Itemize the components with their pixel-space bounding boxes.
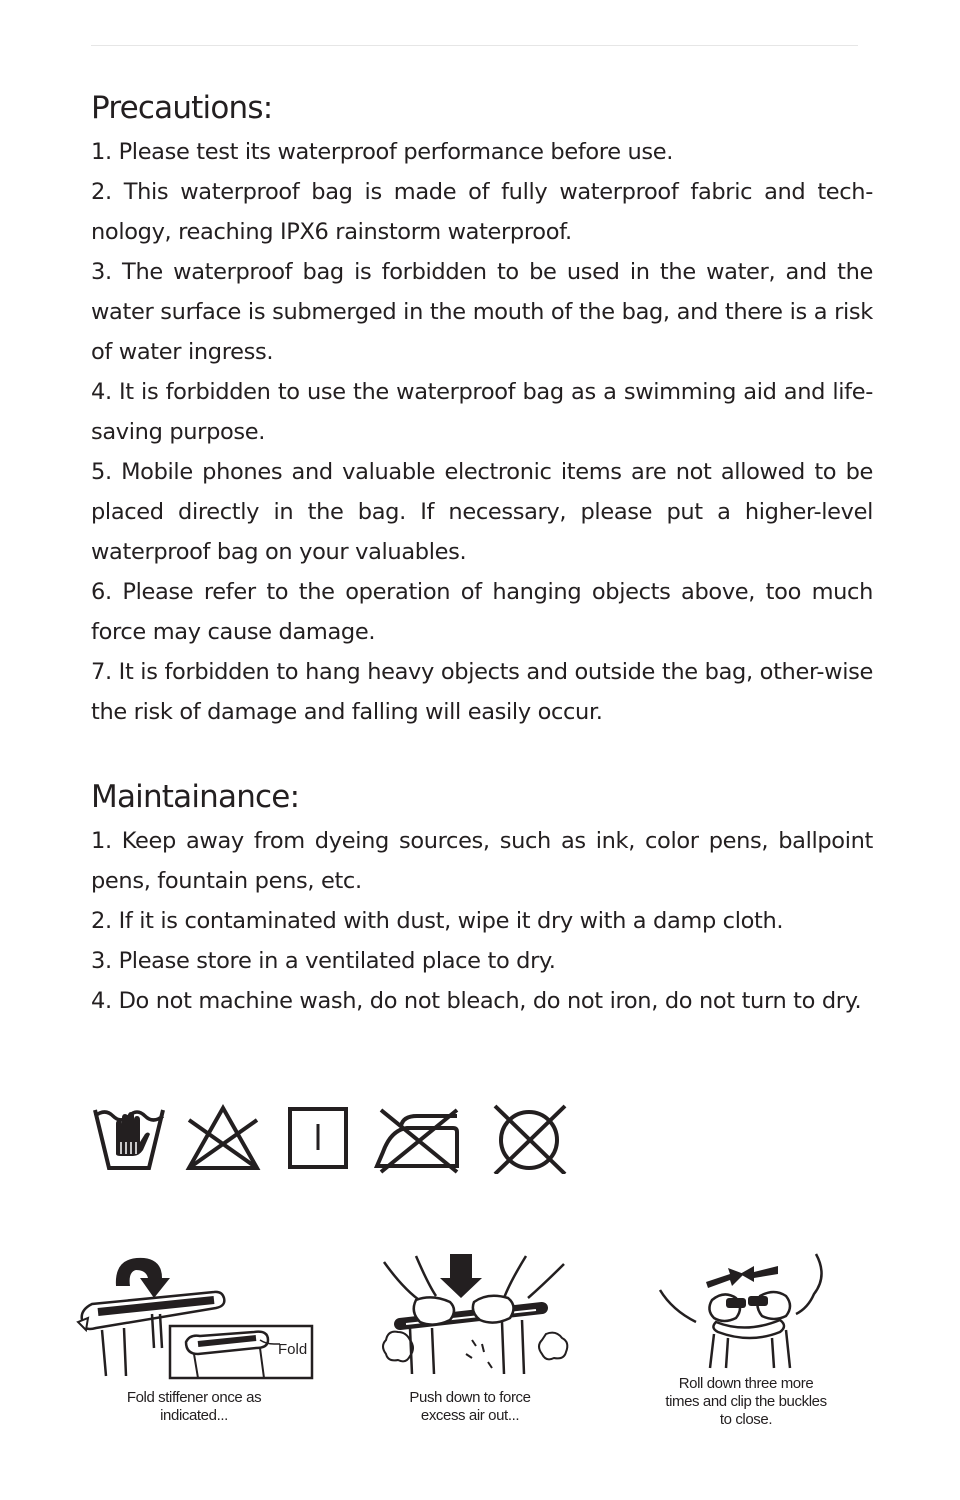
push-air-out-illustration [376,1250,576,1380]
precaution-item: 2. This waterproof bag is made of fully waterproof fabric and tech-nology, reaching IPX6 rainstorm waterproof. [91,179,873,245]
roll-and-clip-illustration [656,1250,836,1370]
caption-line: Roll down three more [678,1375,814,1392]
precaution-item: 1. Please test its waterproof performance before use. [91,139,674,165]
maintenance-item: 3. Please store in a ventilated place to dry. [91,948,556,974]
maintenance-item: 1. Keep away from dyeing sources, such as ink, color pens, ballpoint pens, fountain pens, etc. [91,828,873,894]
do-not-iron-icon [373,1102,463,1174]
fold-stiffener-illustration [74,1248,324,1380]
maintenance-item: 4. Do not machine wash, do not bleach, do not iron, do not turn to dry. [91,988,862,1014]
maintenance-heading: Maintainance: [91,779,300,815]
fold-label: Fold [278,1341,308,1358]
caption-line: indicated... [160,1407,228,1424]
care-symbols-row [91,1102,581,1176]
line-dry-icon [287,1102,351,1174]
caption-line: excess air out... [420,1407,520,1424]
maintenance-item: 2. If it is contaminated with dust, wipe it dry with a damp cloth. [91,908,784,934]
precautions-section [91,88,873,732]
precaution-item: 3. The waterproof bag is forbidden to be used in the water, and the water surface is submerged in the mouth of the bag, and there is a risk of water ingress. [91,259,873,365]
maintenance-section [91,777,873,1021]
precautions-heading: Precautions: [91,90,273,126]
step-1-caption [74,1389,314,1425]
caption-line: to close. [719,1411,773,1428]
precaution-item: 4. It is forbidden to use the waterproof bag as a swimming aid and life-saving purpose. [91,379,873,445]
precautions-list [91,132,873,732]
caption-line: times and clip the buckles [665,1393,827,1410]
do-not-tumble-dry-icon [489,1102,569,1174]
caption-line: Push down to force [409,1389,531,1406]
maintenance-list [91,821,873,1021]
step-2-caption [350,1389,590,1425]
step-3-caption [632,1375,860,1429]
do-not-bleach-icon [183,1102,263,1174]
top-divider [91,45,858,46]
precaution-item: 5. Mobile phones and valuable electronic items are not allowed to be placed directly in the bag. If necessary, please put a higher-level waterproof bag on your valuables. [91,459,873,565]
hand-wash-icon [91,1102,167,1174]
caption-line: Fold stiffener once as [126,1389,262,1406]
precaution-item: 6. Please refer to the operation of hanging objects above, too much force may cause damage. [91,579,873,645]
precaution-item: 7. It is forbidden to hang heavy objects and outside the bag, other-wise the risk of damage and falling will easily occur. [91,659,873,725]
